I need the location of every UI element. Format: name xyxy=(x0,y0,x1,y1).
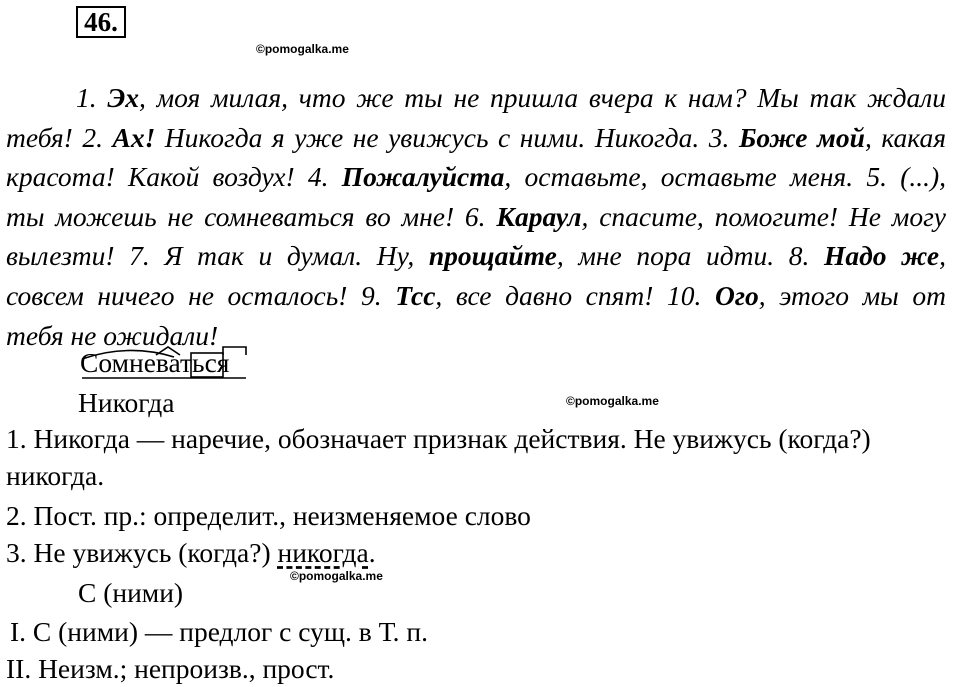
text-run: ты можешь не сомневаться во мне! 6. xyxy=(6,200,497,232)
morpheme-parse-word: Сомневаться xyxy=(80,347,230,378)
text-run: , все давно спят! 10. xyxy=(435,279,715,311)
text-run: , спасите, помогите! Не могу xyxy=(581,200,947,232)
bold-interjection: прощайте xyxy=(428,240,557,272)
morpheme-marks xyxy=(80,341,255,381)
bold-interjection: Пожалуйста xyxy=(341,161,505,193)
watermark: ©pomogalka.me xyxy=(290,569,383,583)
analysis-item-1-cont: никогда. xyxy=(6,460,105,491)
text-line xyxy=(6,157,946,197)
text-run: красота! Какой воздух! 4. xyxy=(6,161,342,193)
bold-interjection: Ого xyxy=(714,279,759,311)
text-line xyxy=(6,197,946,237)
text-line xyxy=(6,276,946,316)
text-run: тебя! 2. xyxy=(6,121,113,153)
analysis-roman-2: II. Неизм.; непроизв., прост. xyxy=(6,653,335,684)
text-run: , этого мы от xyxy=(758,279,946,311)
bold-interjection: Надо же xyxy=(823,240,940,272)
watermark: ©pomogalka.me xyxy=(566,394,659,408)
bold-interjection: Караул xyxy=(496,200,582,232)
text-run: тебя не ожидали! xyxy=(6,319,219,351)
bold-interjection: Боже мой xyxy=(738,121,865,153)
text-run: 1. xyxy=(76,82,108,113)
bold-interjection: Тсс xyxy=(395,279,436,311)
analysis-item-3 xyxy=(6,537,376,569)
text-run: Никогда я уже не увижусь с ними. Никогда. 3. xyxy=(155,121,739,153)
text-run: , xyxy=(939,240,946,272)
analysis-roman-1: I. С (ними) — предлог с сущ. в Т. п. xyxy=(10,616,429,647)
exercise-text xyxy=(6,78,946,355)
text-run: , мне пора идти. 8. xyxy=(556,240,824,272)
watermark: ©pomogalka.me xyxy=(256,42,349,56)
text-run: вылезти! 7. Я так и думал. Ну, xyxy=(6,240,429,272)
ending-box xyxy=(191,353,223,377)
item3-suffix: . xyxy=(368,537,376,568)
text-run: , оставьте, оставьте меня. 5. (...), xyxy=(504,161,947,193)
bold-interjection: Эх xyxy=(107,82,139,113)
analysis-item-1: 1. Никогда — наречие, обозначает признак действия. Не увижусь (когда?) xyxy=(6,423,871,454)
heading-s-nimi: С (ними) xyxy=(78,577,184,608)
text-line xyxy=(6,78,946,118)
text-run: , какая xyxy=(864,121,946,153)
text-run: , моя милая, что же ты не пришла вчера к нам? Мы так ждали xyxy=(139,82,947,113)
postfix-mark xyxy=(223,347,246,355)
adverb-underlined: никогда xyxy=(277,537,369,568)
analysis-item-2: 2. Пост. пр.: определит., неизменяемое слово xyxy=(6,500,531,531)
heading-nikogda: Никогда xyxy=(78,387,175,418)
item3-prefix: 3. Не увижусь (когда?) xyxy=(6,537,278,568)
exercise-number: 46. xyxy=(76,6,126,38)
text-run: совсем ничего не осталось! 9. xyxy=(6,279,396,311)
text-line xyxy=(6,236,946,276)
bold-interjection: Ах! xyxy=(112,121,156,153)
text-line xyxy=(6,118,946,158)
